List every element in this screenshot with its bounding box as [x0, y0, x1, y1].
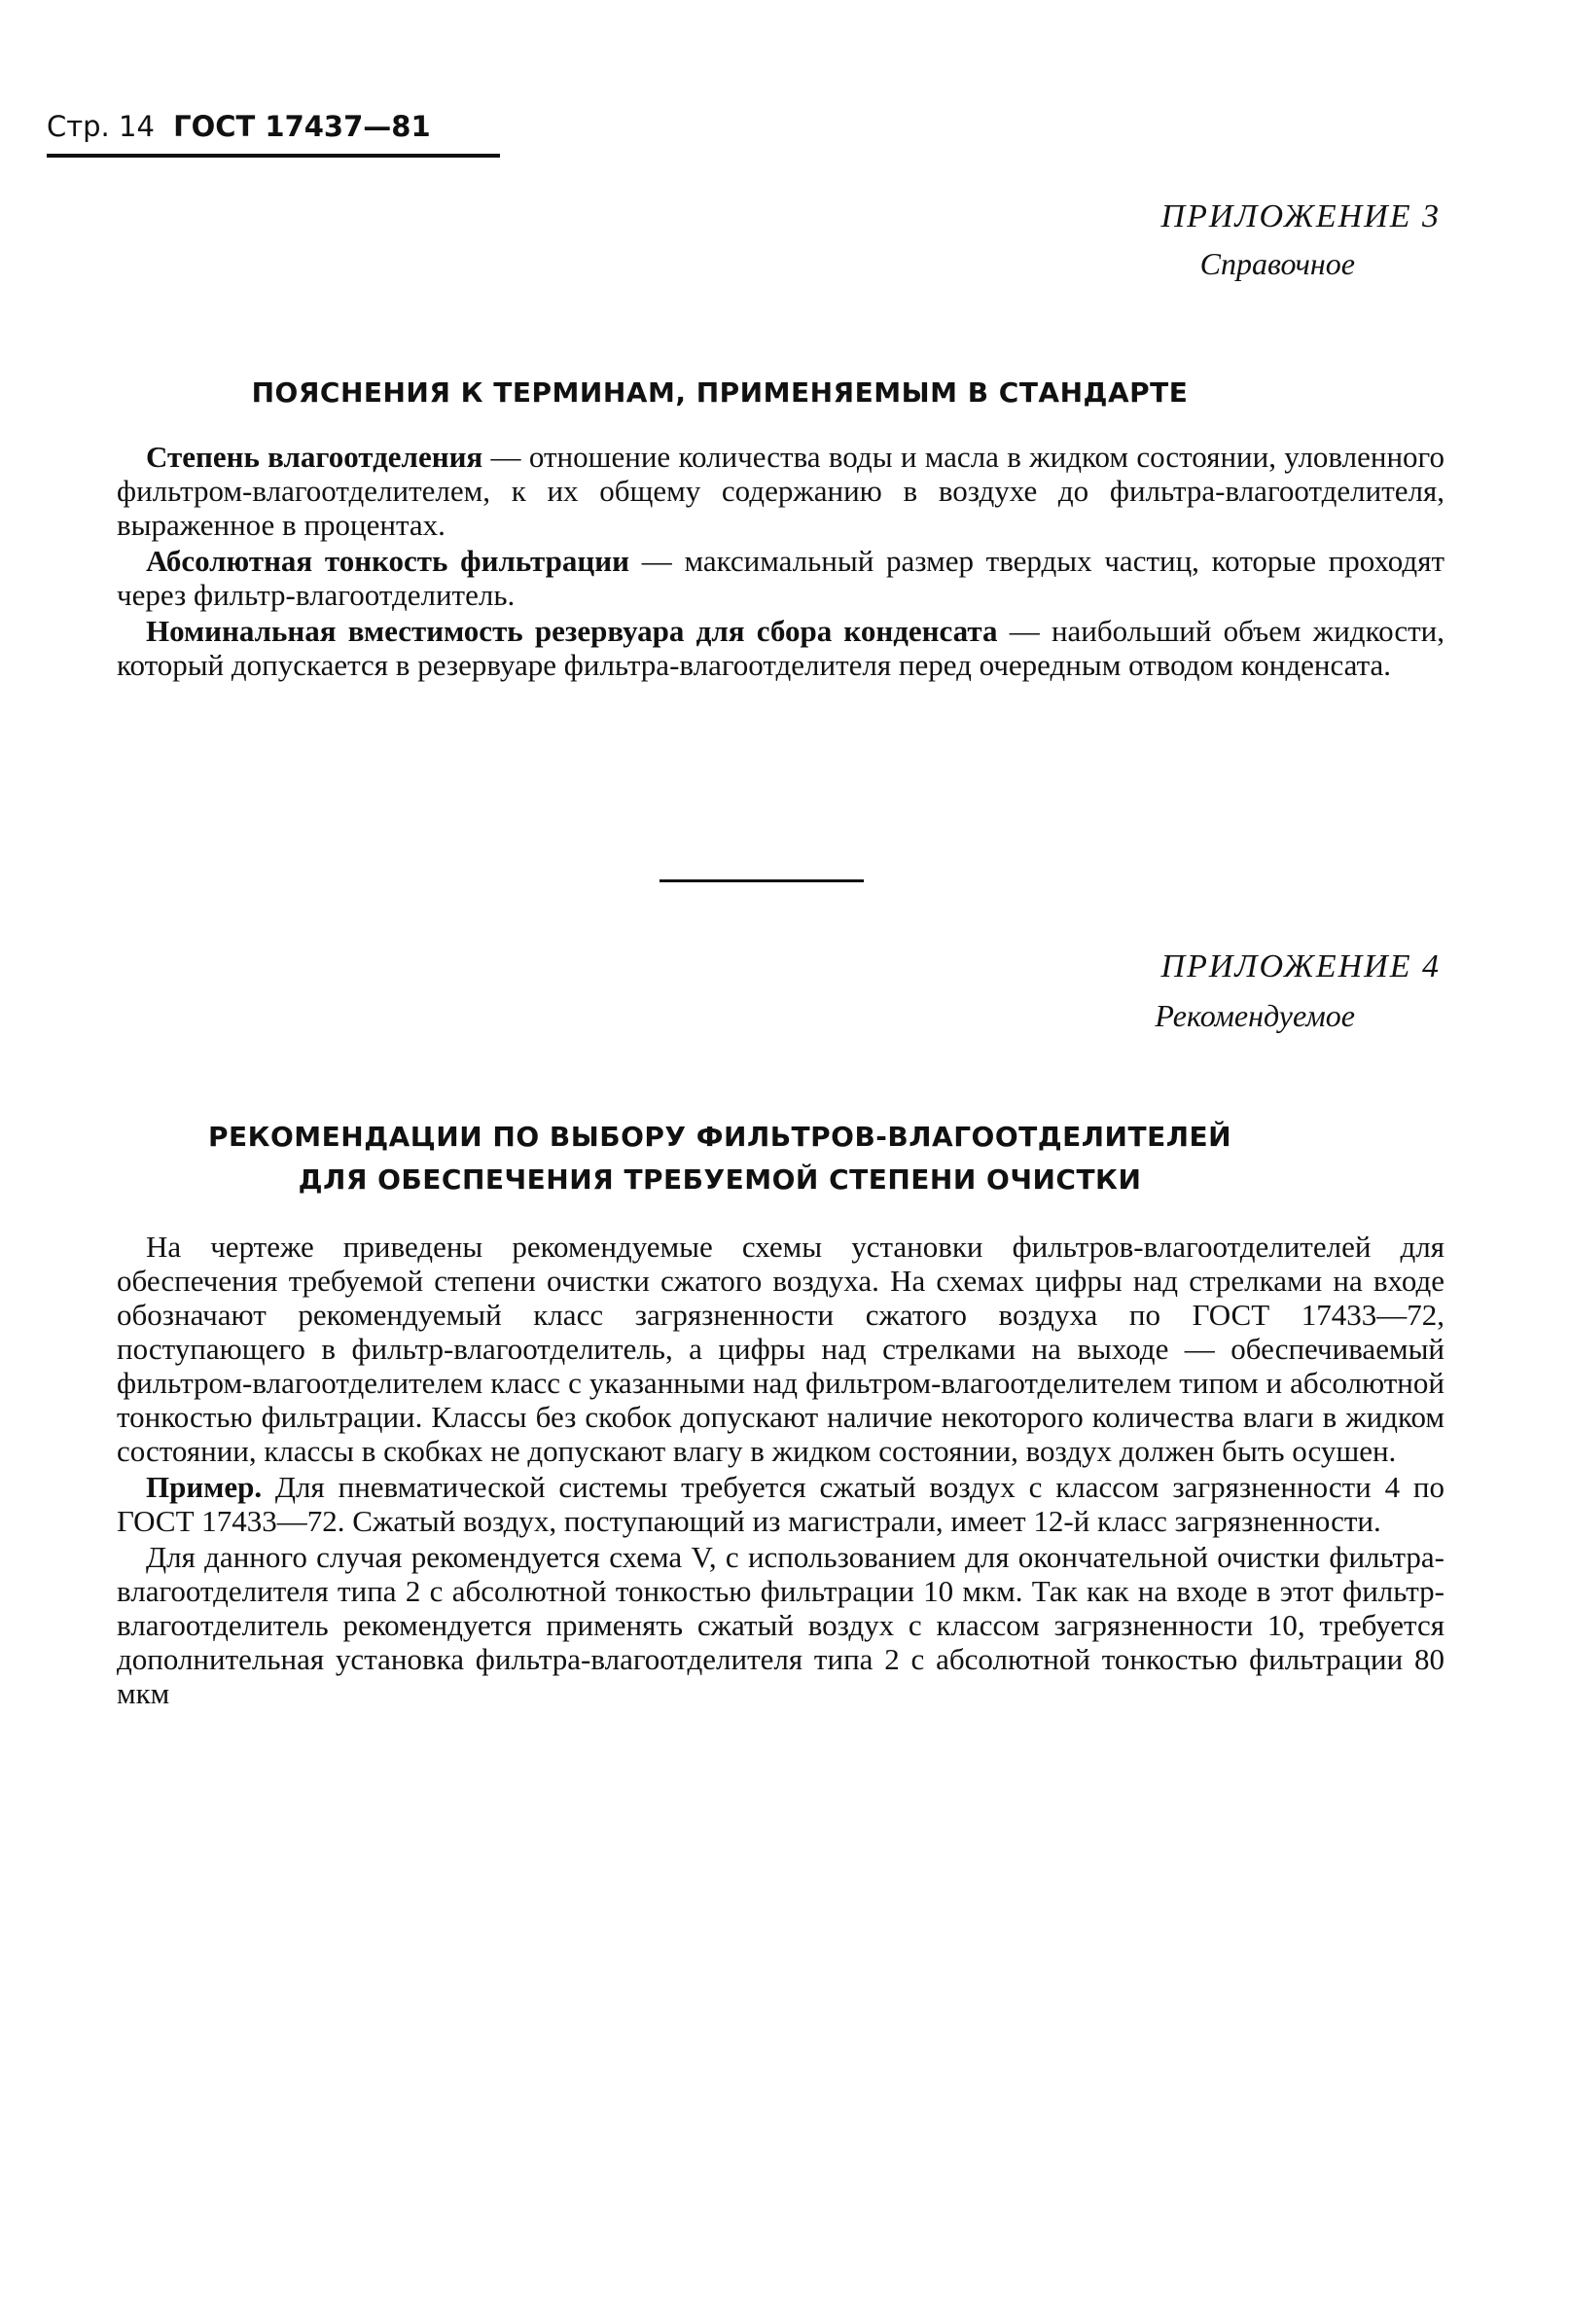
body-paragraph: Для данного случая рекомендуется схема V, с использованием для окончательной очистки фильтра-влагоотделителя типа 2 с абсолютной тонкостью фильтрации 10 мкм. Так как на входе в этот фильтр-влагоотделитель рекомендуется применять сжатый воздух с классом загрязненности 10, требуется дополнительная установка фильтра-влагоотделителя типа 2 с абсолютной тонкостью фильтрации 80 мкм — [117, 1540, 1444, 1710]
example-paragraph — [117, 1470, 1444, 1538]
appendix-3-status: Справочное — [1199, 246, 1355, 281]
appendix-4-title-line2: ДЛЯ ОБЕСПЕЧЕНИЯ ТРЕБУЕМОЙ СТЕПЕНИ ОЧИСТКИ — [298, 1163, 1142, 1196]
section-divider — [660, 879, 864, 882]
definition-text: — отношение количества воды и масла в жидком состоянии, уловленного фильтром-влагоотделителем, к их общему содержанию в воздухе до фильтра-влагоотделителя, выраженное в процентах. — [117, 440, 1444, 542]
definition-item — [117, 544, 1444, 612]
body-paragraph: На чертеже приведены рекомендуемые схемы установки фильтров-влагоотделителей для обеспечения требуемой степени очистки сжатого воздуха. На схемах цифры над стрелками на входе обозначают рекомендуемый класс загрязненности сжатого воздуха по ГОСТ 17433—72, поступающего в фильтр-влагоотделитель, а цифры над стрелками на выходе — обеспечиваемый фильтром-влагоотделителем класс с указанными над фильтром-влагоотделителем типом и абсолютной тонкостью фильтрации. Классы без скобок допускают наличие некоторого количества влаги в жидком состоянии, классы в скобках не допускают влагу в жидком состоянии, воздух должен быть осушен. — [117, 1230, 1444, 1468]
definition-item — [117, 440, 1444, 542]
definition-text: — максимальный размер твердых частиц, которые проходят через фильтр-влагоотделитель. — [117, 544, 1444, 612]
page-header — [47, 109, 431, 144]
definition-item — [117, 614, 1444, 682]
definitions-block — [117, 440, 1444, 684]
appendix-3-label: ПРИЛОЖЕНИЕ 3 — [1160, 198, 1441, 234]
definition-term: Номинальная вместимость резервуара для сбора конденсата — [146, 614, 998, 648]
standard-designation: ГОСТ 17437—81 — [173, 110, 431, 143]
recommendations-body — [117, 1230, 1444, 1712]
example-text: Для пневматической системы требуется сжатый воздух с классом загрязненности 4 по ГОСТ 17433—72. Сжатый воздух, поступающий из магистрали, имеет 12-й класс загрязненности. — [117, 1470, 1444, 1538]
appendix-4-status: Рекомендуемое — [1155, 998, 1355, 1033]
appendix-4-title-line1: РЕКОМЕНДАЦИИ ПО ВЫБОРУ ФИЛЬТРОВ-ВЛАГООТДЕЛИТЕЛЕЙ — [207, 1121, 1232, 1153]
appendix-4-label: ПРИЛОЖЕНИЕ 4 — [1160, 948, 1441, 984]
page-number: Стр. 14 — [47, 110, 155, 143]
appendix-3-title: ПОЯСНЕНИЯ К ТЕРМИНАМ, ПРИМЕНЯЕМЫМ В СТАНДАРТЕ — [251, 376, 1189, 409]
header-rule — [47, 154, 500, 158]
definition-term: Абсолютная тонкость фильтрации — [146, 544, 629, 578]
definition-term: Степень влагоотделения — [146, 440, 483, 474]
definition-text: — наибольший объем жидкости, который допускается в резервуаре фильтра-влагоотделителя перед очередным отводом конденсата. — [117, 614, 1444, 682]
example-label: Пример. — [146, 1470, 263, 1504]
